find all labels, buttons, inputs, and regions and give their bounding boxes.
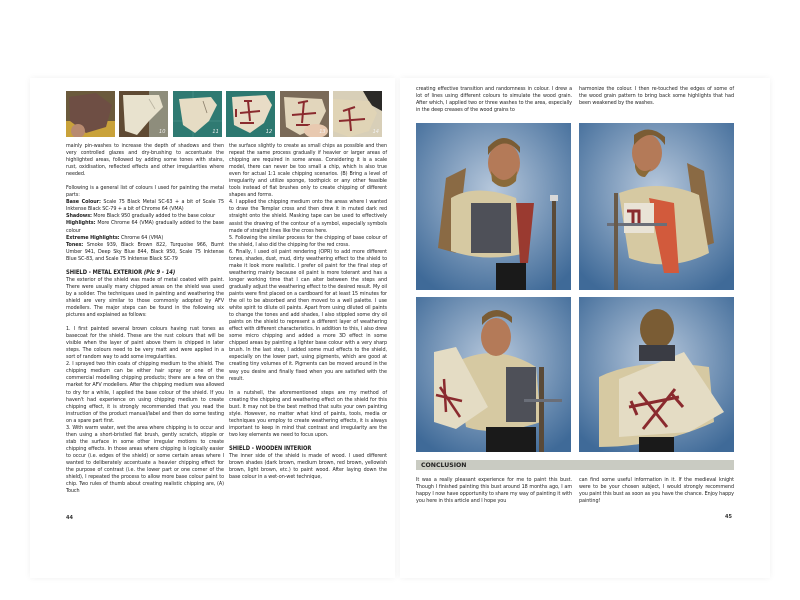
thumbnail-rust-basecoat (66, 91, 115, 137)
colour-item: Tones: Smoke 939, Black Brown 822, Turquoise 966, Burnt Umber 941, Deep Sky Blue 844, Black 950, Scale 75 Inktense Blue SC-83, and Scale 75 Inktense Black SC-79 (66, 241, 224, 262)
colour-list (66, 199, 224, 262)
section-heading-metal-exterior: SHIELD - METAL EXTERIOR (Pic 9 - 14) (66, 269, 176, 276)
paragraph: the surface slightly to create as small chips as possible and then repeat the same process gradually if heavier or larger areas of chipping are required in some areas. Considering it is a scale model, there can never be too small a chip, which is also true even for actual 1:1 scale chipping scenarios. (B) Bring a level of irregularity and utilize sponge, toothpick or any other feasible tools instead of flat brushes only to create chipping of different shapes and forms. (229, 143, 387, 199)
step-3: 3. With warm water, wet the area where chipping is to occur and then using a short-bristled flat brush, gently scratch, stipple or stab the surface in some other irregular motions to create chipping effects. In those areas where chipping is logically easier to occur (i.e. edges of the shield) or some certain areas where I wanted to deliberately accentuate a heavier chipping effect for the purpose of contrast (i.e. the lower part or one corner of the shield), I repeated the process to allow more base colour paint to chip. Two rules of thumb about creating realistic chipping are, (A) Touch (66, 424, 224, 495)
conclusion-column-1 (416, 477, 572, 512)
thumbnail-chipping: 11 (173, 91, 222, 137)
photo-bust-side (579, 123, 734, 290)
paragraph: The inner side of the shield is made of wood. I used different brown shades (dark brown, medium brown, red brown, yellowish brown, light brown, etc.) to paint wood. After laying down the base colour in a wet-on-wet technique, (229, 452, 387, 481)
colour-item: Shadows: More Black 950 gradually added to the base colour (66, 213, 216, 220)
paragraph: Following is a general list of colours I used for painting the metal parts: (66, 185, 224, 199)
paragraph: can find some useful information in it. If the medieval knight were to be your chosen subject, I would strongly recommend you paint this bust as soon as you have the chance. Enjoy happy painting! (579, 477, 734, 505)
conclusion-heading: CONCLUSION (421, 461, 467, 469)
page-number-right: 45 (725, 514, 732, 520)
step-4: 4. I applied the chipping medium onto the areas where I wanted to draw the Templar cross and then drew it in muted dark red straight onto the shield. Masking tape can be used to effectively assist the drawing of the contour of a symbol, especially symbols made of straight lines like the cross here. (229, 199, 387, 234)
paragraph: creating effective transition and randomness in colour. I drew a lot of lines using different colours to simulate the wood grain. After which, I applied two or three washes to the area, especially in the deep creases of the wood grains to (416, 86, 572, 114)
step-1: 1. I first painted several brown colours having rust tones as basecoat for the shield. These are the rust colours that will be visible when the layer of paint above them is chipped in later steps. The colours need to be very matt and were applied in a sort of random way to add some irregularities. (66, 326, 224, 361)
colour-item: Base Colour: Scale 75 Black Metal SC-63 + a bit of Scale 75 Inktense Black SC-79 + a bit of Chrome 64 (VMA) (66, 199, 224, 213)
thumbnail-finished-shield: 14 (333, 91, 382, 137)
thumbnail-cross-chipped: 13 (280, 91, 329, 137)
paragraph: In a nutshell, the aforementioned steps are my method of creating the chipping and weathering effect on the shield for this bust. It may not be the best method that suits your own painting style. However, no matter what kind of paints, tools, media or techniques you employ to create weathering effects, it is always important to keep in mind that contrast and irregularity are the two key elements we need to focus upon. (229, 389, 387, 438)
conclusion-heading-bar (416, 460, 734, 470)
right-page-column-1-top (416, 86, 572, 121)
left-page-column-1 (66, 143, 224, 495)
step-6: 6. Finally, I used oil paint rendering (OPR) to add more different tones, shades, dust, mud, dirty weathering effect to the shield to make it look more realistic. I prefer oil paint for the final step of weathering mainly because oil paint is more tolerant and has a longer working time that I can alter between the steps and gradually adjust the weathering effect to the desired result. My oil paints were first placed on a cardboard for at least 15 minutes for the oil to be absorbed and then moved to a well palette. I use white spirit to dilute oil paints. Apart from using diluted oil paints to change the tones and add shades, I also stippled some dry oil paints on the shield to represent a different layer of weathering effect with different characteristics. In addition to this, I also drew some micro chipping and added a more 3D effect in some chipped areas by painting a lighter base colour with a very sharp brush. In the last step, I added some mud effects to the shield, especially on the lower part, using pigments, which are good at creating tiny volumes of it. Pigments can be moved around in the way you desire and finally fixed when you are satisfied with the result. (229, 248, 387, 382)
thumbnail-base-colour: 10 (119, 91, 168, 137)
paragraph: The exterior of the shield was made of metal coated with paint. There were usually many chipped areas on the shield was used by a solider. The techniques used in painting and weathering the shield are very similar to those commonly adopted by AFV modellers. The major steps can be found in the following six pictures and explained as follows: (66, 276, 224, 319)
right-page-column-2-top (579, 86, 734, 114)
step-5: 5. Following the similar process for the chipping of base colour of the shield, I also did the chipping for the red cross. (229, 234, 387, 248)
paragraph: It was a really pleasant experience for me to paint this bust. Though I finished painting this bust around 18 months ago, I am happy I now have opportunity to share my way of painting it with you here in this article and I hope you (416, 477, 572, 505)
photo-bust-back-three-quarter (416, 297, 571, 452)
section-heading-wooden-interior: SHIELD - WOODEN INTERIOR (229, 445, 312, 452)
left-page-column-2 (229, 143, 387, 488)
conclusion-column-2 (579, 477, 734, 512)
thumbnail-cross-drawn: 12 (226, 91, 275, 137)
paragraph: mainly pin-washes to increase the depth of shadows and then very controlled glazes and dry-brushing to accentuate the highlighted areas, followed by adding some tones with stains, rust, oxidisation, reflected effects and other irregularities where needed. (66, 143, 224, 178)
step-2: 2. I sprayed two thin coats of chipping medium to the shield. The chipping medium can be either hair spray or one of the commercial modelling chipping products; there are a few on the market for AFV modellers. After the chipping medium was allowed to dry for a while, I applied the base colour of the shield. If you haven't had experience on using chipping medium to create chipping effect, it is strongly recommended that you read the instruction of the product manual/label and then do some testing on a spare part first. (66, 361, 224, 424)
paragraph: harmonize the colour. I then re-touched the edges of some of the wood grain pattern to bring back some highlights that had been weakened by the washes. (579, 86, 734, 107)
photo-bust-rear-shield (579, 297, 734, 452)
colour-item: Extreme Highlights: Chrome 64 (VMA) (66, 234, 164, 241)
page-number-left: 44 (66, 515, 73, 521)
photo-bust-front (416, 123, 571, 290)
colour-item: Highlights: More Chrome 64 (VMA) gradually added to the base colour (66, 220, 224, 234)
step-thumbnails (66, 91, 382, 137)
